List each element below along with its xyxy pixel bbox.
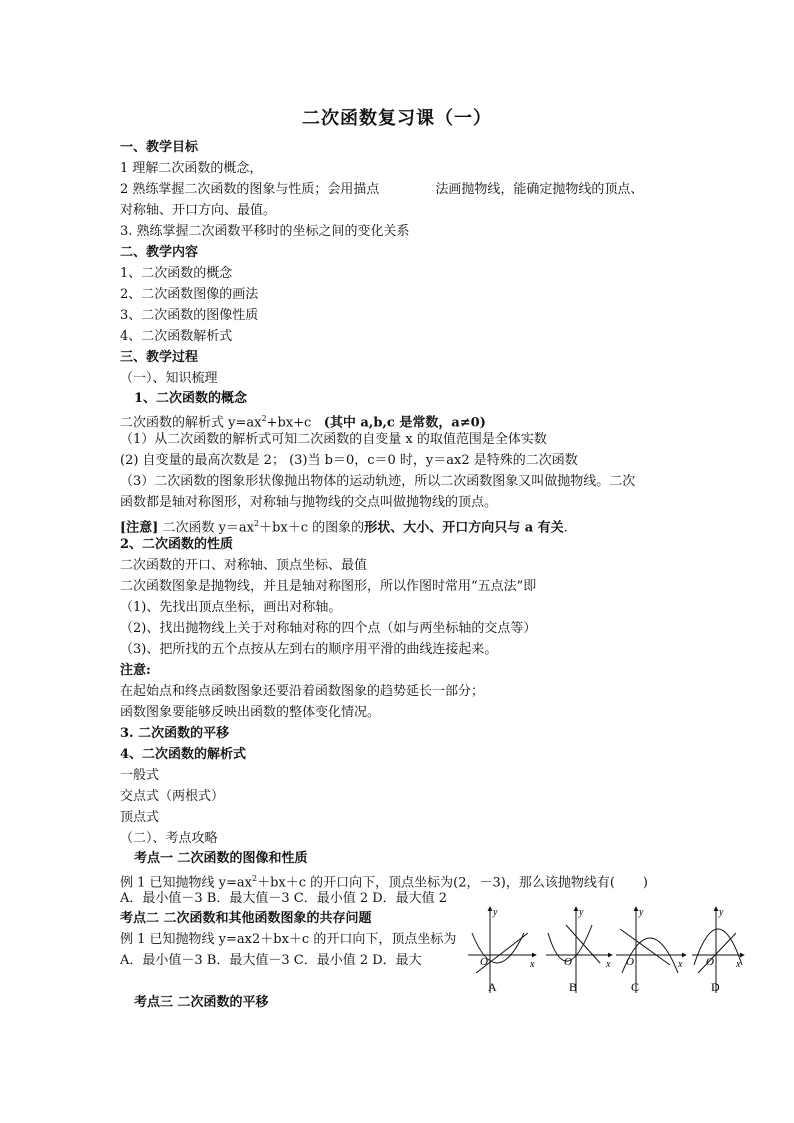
subsection-strategy: （二）、考点攻略 — [120, 831, 218, 846]
section-heading-content: 二、教学内容 — [120, 245, 199, 260]
graph-a-y-label: y — [493, 907, 498, 918]
example-1-c: ＋bx＋c 的开口向下，顶点坐标为(2，－3)，那么该抛物线有( — [257, 875, 615, 891]
k1-heading: 1、二次函数的概念 — [134, 391, 248, 406]
k1-line-4: （3）二次函数的图象形状像抛出物体的运动轨迹，所以二次函数图象又叫做抛物线。二次 — [120, 474, 636, 489]
graph-label-d: D — [711, 980, 720, 994]
k4-line-2: 交点式（两根式） — [120, 789, 225, 804]
k1-line-2: （1）从二次函数的解析式可知二次函数的自变量 x 的取值范围是全体实数 — [120, 432, 547, 447]
example-1-a: 例 1 已知抛物线 y=ax — [120, 875, 252, 891]
graph-label-b: B — [569, 980, 578, 994]
graph-b-x-label: x — [606, 959, 611, 970]
note-2-heading: 注意: — [120, 663, 151, 678]
k2-line-1: 二次函数的开口、对称轴、顶点坐标、最值 — [120, 558, 368, 573]
k4-line-1: 一般式 — [120, 768, 160, 783]
section-heading-process: 三、教学过程 — [120, 350, 199, 365]
graph-c — [616, 907, 686, 993]
k1-formula-d: (其中 a,b,c 是常数，a≠0) — [323, 415, 486, 431]
graph-a-x-label: x — [530, 959, 535, 970]
graph-c-y-label: y — [639, 907, 644, 918]
k2-line-2: 二次函数图象是抛物线，并且是轴对称图形，所以作图时常用“五点法”即 — [120, 579, 537, 594]
k1-formula-a: 二次函数的解析式 y=ax — [120, 415, 262, 431]
content-line-2: 2、二次函数图像的画法 — [120, 287, 259, 302]
note-1-d: ＋bx＋c 的图象的 — [259, 520, 365, 536]
goal-line-2 — [120, 180, 643, 200]
graph-d-x-label: x — [736, 959, 741, 970]
graph-c-x-label: x — [678, 959, 683, 970]
k1-line-5: 函数都是轴对称图形，对称轴与抛物线的交点叫做抛物线的顶点。 — [120, 495, 498, 510]
goal-line-2b: 法画抛物线，能确定抛物线的顶点、 — [435, 182, 644, 197]
example-2: 例 1 已知抛物线 y=ax2＋bx＋c 的开口向下，顶点坐标为 — [120, 932, 457, 947]
k2-line-3: （1)、先找出顶点坐标，画出对称轴。 — [120, 600, 342, 615]
example-2-options: A．最小值－3 B．最大值－3 C．最小值 2 D．最大 — [120, 953, 422, 968]
graph-a-origin: O — [480, 956, 488, 968]
graph-b — [546, 907, 612, 993]
note-2-line-1: 在起始点和终点函数图象还要沿着函数图象的趋势延长一部分； — [120, 684, 485, 699]
graph-d-origin: O — [706, 956, 714, 968]
note-1-tag: [注意] — [120, 520, 159, 536]
kd1-heading: 考点一 二次函数的图像和性质 — [134, 851, 308, 866]
k1-line-3: (2) 自变量的最高次数是 2； (3)当 b＝0，c＝0 时，y＝ax2 是特殊的二次函数 — [120, 453, 578, 468]
k2-line-4: （2)、找出抛物线上关于对称轴对称的四个点（如与两坐标轴的交点等） — [120, 621, 537, 636]
k4-heading: 4、二次函数的解析式 — [120, 747, 247, 762]
content-line-3: 3、二次函数的图像性质 — [120, 308, 259, 323]
goal-line-4: 3. 熟练掌握二次函数平移时的坐标之间的变化关系 — [120, 224, 410, 239]
graph-label-a: A — [488, 980, 497, 994]
graph-options — [466, 903, 746, 998]
content-line-4: 4、二次函数解析式 — [120, 329, 233, 344]
kd3-heading: 考点三 二次函数的平移 — [134, 995, 269, 1010]
k3-heading: 3. 二次函数的平移 — [120, 726, 230, 741]
k2-heading: 2、二次函数的性质 — [120, 537, 234, 552]
graph-b-y-label: y — [579, 907, 584, 918]
graph-label-c: C — [631, 980, 640, 994]
note-1-b: 二次函数 y＝ax — [158, 520, 255, 536]
subsection-knowledge: （一）、知识梳理 — [120, 371, 218, 386]
goal-line-1: 1 理解二次函数的概念， — [120, 161, 263, 176]
graph-a — [468, 907, 536, 993]
goal-line-2a: 2 熟练掌握二次函数的图象与性质；会用描点 — [120, 182, 380, 197]
graph-d-line — [698, 933, 736, 973]
k4-line-3: 顶点式 — [120, 810, 160, 825]
graph-c-origin: O — [626, 956, 634, 968]
goal-line-3: 对称轴、开口方向、最值。 — [120, 203, 277, 218]
section-heading-goals: 一、教学目标 — [120, 140, 199, 155]
page-title: 二次函数复习课（一） — [302, 108, 492, 129]
k1-formula-c: +bx+c — [266, 415, 312, 431]
graph-d-y-label: y — [719, 907, 724, 918]
k2-line-5: （3)、把所找的五个点按从左到右的顺序用平滑的曲线连接起来。 — [120, 642, 498, 657]
note-1-exp: 2 — [254, 519, 260, 528]
note-1-emphasis: 形状、大小、开口方向只与 a 有关 — [364, 520, 564, 536]
note-2-line-2: 函数图象要能够反映出函数的整体变化情况。 — [120, 705, 381, 720]
kd2-heading: 考点二 二次函数和其他函数图象的共存问题 — [120, 911, 372, 926]
graph-b-origin: O — [564, 956, 572, 968]
k1-formula-exp: 2 — [261, 414, 267, 423]
example-1-exp: 2 — [252, 874, 258, 883]
example-1-d: ) — [642, 875, 648, 891]
content-line-1: 1、二次函数的概念 — [120, 266, 233, 281]
note-1-f: . — [563, 520, 568, 536]
example-1-options: A．最小值－3 B．最大值－3 C．最小值 2 D．最大值 2 — [120, 891, 448, 906]
